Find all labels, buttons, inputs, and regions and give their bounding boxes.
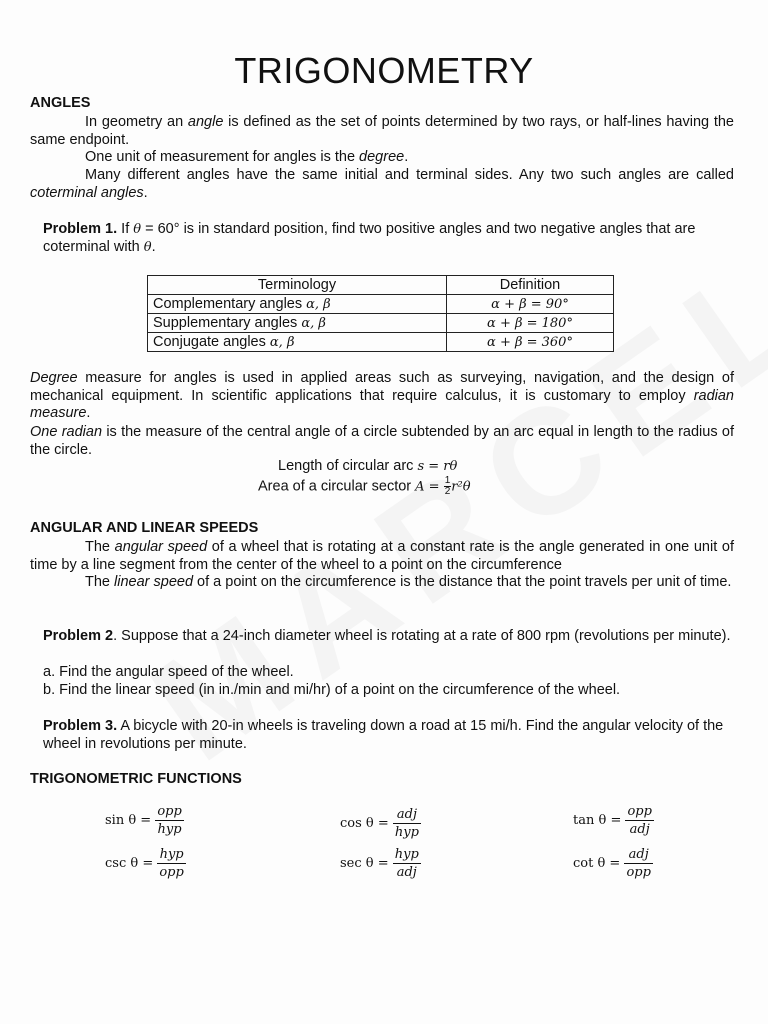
- radian-paragraph-1: Degree measure for angles is used in applied areas such as surveying, navigation, and the design of mechanical equipment. In scientific applications that require calculus, it is customary to employ radian measure.: [30, 370, 734, 421]
- cosine-formula: cos θ = $\frac{\text{adj}}{\text{hyp}}$: [340, 807, 419, 840]
- problem-3: Problem 3. A bicycle with 20-in wheels is traveling down a road at 15 mi/h. Find the angular velocity of the wheel in revolutions per minute.: [43, 718, 724, 752]
- table-cell-definition: α + β = 90°: [447, 295, 614, 314]
- angle-terminology-table: [147, 275, 614, 352]
- sine-formula: sin θ = $\frac{\text{opp}}{\text{hyp}}$: [105, 804, 182, 837]
- table-cell-term: Complementary angles α, β: [148, 295, 447, 314]
- section-heading-speeds: ANGULAR AND LINEAR SPEEDS: [30, 520, 259, 536]
- section-heading-angles: ANGLES: [30, 95, 91, 111]
- table-row: [148, 314, 614, 333]
- one-half-fraction: $\frac{1}{2}$: [444, 475, 451, 497]
- table-cell-term: Supplementary angles α, β: [148, 314, 447, 333]
- section-heading-trig: TRIGONOMETRIC FUNCTIONS: [30, 771, 242, 787]
- table-header-terminology: Terminology: [148, 276, 447, 295]
- table-cell-definition: α + β = 180°: [447, 314, 614, 333]
- table-row: [148, 333, 614, 352]
- sector-area-formula: Area of a circular sector A = $\frac{1}{2}$ r²θ: [258, 475, 471, 497]
- speeds-paragraph-1: The angular speed of a wheel that is rotating at a constant rate is the angle generated in one unit of time by a line segment from the center of the wheel to a point on the circumference: [30, 539, 734, 573]
- secant-formula: sec θ = $\frac{\text{hyp}}{\text{adj}}$: [340, 847, 419, 880]
- angles-paragraph-2: One unit of measurement for angles is the degree.: [85, 149, 409, 165]
- page-title: TRIGONOMETRY: [234, 50, 534, 91]
- table-cell-term: Conjugate angles α, β: [148, 333, 447, 352]
- problem-2: Problem 2. Suppose that a 24-inch diameter wheel is rotating at a rate of 800 rpm (revolutions per minute).: [43, 628, 731, 644]
- arc-length-formula: Length of circular arc s = rθ: [278, 458, 458, 474]
- speeds-paragraph-2: The linear speed of a point on the circumference is the distance that the point travels per unit of time.: [85, 574, 732, 590]
- tangent-formula: tan θ = $\frac{\text{opp}}{\text{adj}}$: [573, 804, 652, 837]
- radian-paragraph-2: One radian is the measure of the central angle of a circle subtended by an arc equal in length to the radius of the circle.: [30, 424, 734, 458]
- problem-2-part-a: a. Find the angular speed of the wheel.: [43, 664, 294, 680]
- cotangent-formula: cot θ = $\frac{\text{adj}}{\text{opp}}$: [573, 847, 651, 880]
- cosecant-formula: csc θ = $\frac{\text{hyp}}{\text{opp}}$: [105, 847, 184, 880]
- table-header-row: [148, 276, 614, 295]
- table-row: [148, 295, 614, 314]
- table-header-definition: Definition: [447, 276, 614, 295]
- table-cell-definition: α + β = 360°: [447, 333, 614, 352]
- angles-paragraph-1: In geometry an angle is defined as the set of points determined by two rays, or half-lines having the same endpoint.: [30, 114, 734, 148]
- problem-1: Problem 1. If θ = 60° is in standard position, find two positive angles and two negative angles that are coterminal with θ.: [43, 221, 696, 255]
- angles-paragraph-3: Many different angles have the same initial and terminal sides. Any two such angles are called coterminal angles.: [30, 167, 734, 201]
- problem-2-part-b: b. Find the linear speed (in in./min and mi/hr) of a point on the circumference of the wheel.: [43, 682, 621, 698]
